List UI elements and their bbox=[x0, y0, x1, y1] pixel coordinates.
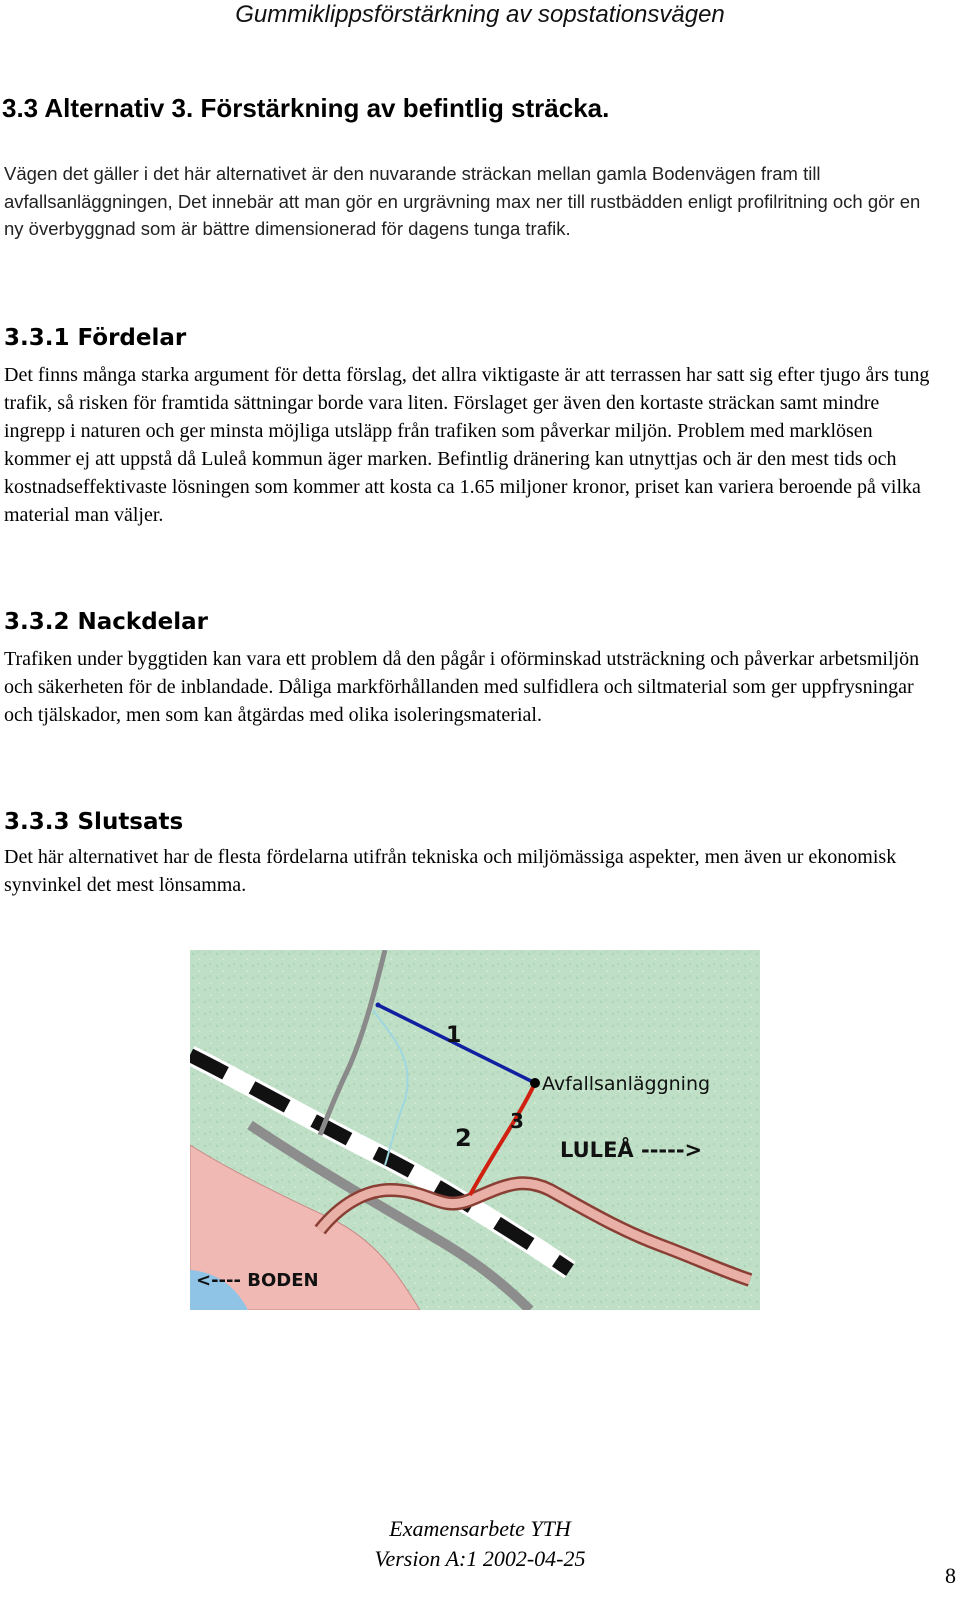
page-number: 8 bbox=[945, 1563, 956, 1588]
subsection-title-fordelar: 3.3.1 Fördelar bbox=[4, 325, 187, 351]
facility-label: Avfallsanläggning bbox=[542, 1073, 711, 1095]
route-map-svg bbox=[190, 950, 760, 1310]
footer-version: Version A:1 2002-04-25 bbox=[374, 1546, 586, 1571]
subsection-text-fordelar: Det finns många starka argument för detta förslag, det allra viktigaste är att terrassen har satt sig efter tjugo års tung trafik, så risken för framtida sättningar borde vara liten. Förslaget ger även den kortaste sträckan samt mindre ingrepp i naturen och ger minsta möjliga utsläpp från trafiken som påverkar miljön. Problem med marklösen kommer ej att uppstå då Luleå kommun äger marken. Befintlig dränering kan utnyttjas och är den mest tids och kostnadseffektivaste lösningen som kommer att kosta ca 1.65 miljoner kronor, priset kan variera beroende på vilka material man väljer. bbox=[4, 364, 930, 526]
route-1-start-marker bbox=[376, 1003, 381, 1008]
route-2-label: 2 bbox=[455, 1124, 472, 1152]
subsection-title-slutsats: 3.3.3 Slutsats bbox=[4, 809, 184, 835]
section-intro: Vägen det gäller i det här alternativet är den nuvarande sträckan mellan gamla Bodenvägen fram till avfallsanläggningen, Det innebär att man gör en urgrävning max ner till rustbädden enligt profilritning och gör en ny överbyggnad som är bättre dimensionerad för dagens tunga trafik. bbox=[4, 163, 921, 239]
route-3-label: 3 bbox=[510, 1109, 524, 1133]
running-header: Gummiklippsförstärkning av sopstationsvägen bbox=[235, 1, 725, 28]
facility-marker bbox=[530, 1078, 540, 1088]
route-map bbox=[190, 950, 760, 1310]
route-1-label: 1 bbox=[446, 1023, 462, 1048]
subsection-text-slutsats: Det här alternativet har de flesta fördelarna utifrån tekniska och miljömässiga aspekter, men även ur ekonomisk synvinkel det mest lönsamma. bbox=[4, 846, 897, 896]
boden-label: <---- BODEN bbox=[196, 1270, 319, 1291]
footer-thesis: Examensarbete YTH bbox=[389, 1516, 571, 1541]
lulea-label: LULEÅ -----> bbox=[560, 1138, 703, 1162]
section-title: 3.3 Alternativ 3. Förstärkning av befintlig sträcka. bbox=[2, 93, 610, 123]
subsection-title-nackdelar: 3.3.2 Nackdelar bbox=[4, 609, 209, 635]
subsection-text-nackdelar: Trafiken under byggtiden kan vara ett problem då den pågår i oförminskad utsträckning och påverkar arbetsmiljön och säkerheten för de inblandade. Dåliga markförhållanden med sulfidlera och siltmaterial som ger uppfrysningar och tjälskador, men som kan åtgärdas med olika isoleringsmaterial. bbox=[4, 648, 920, 726]
